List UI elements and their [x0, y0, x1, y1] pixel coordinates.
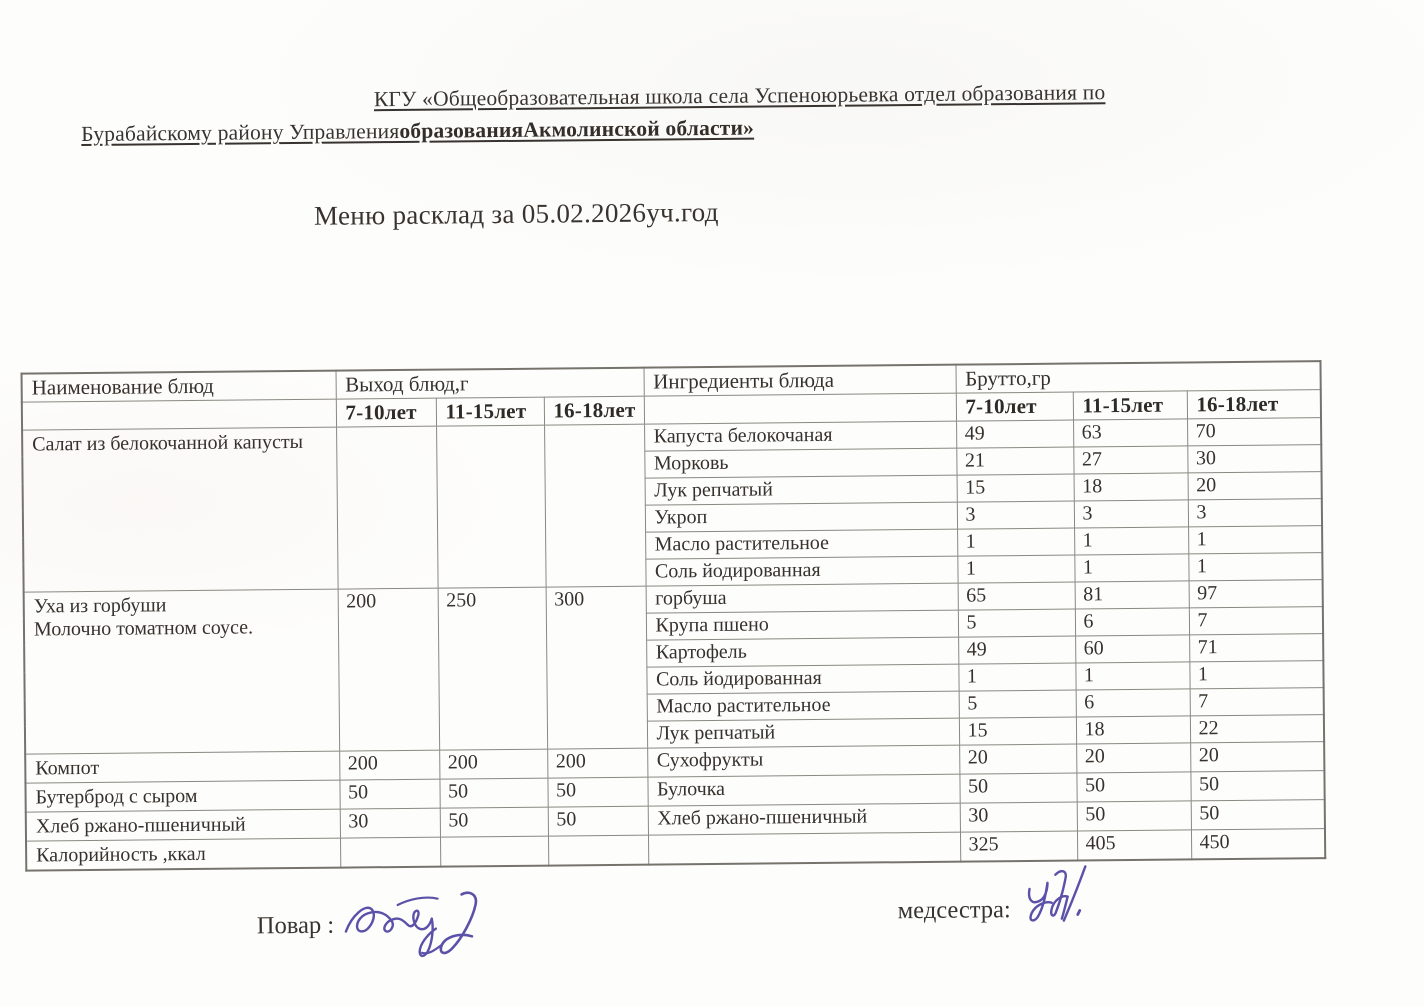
output-weight-cell: [440, 836, 548, 867]
gross-weight-cell: 450: [1191, 828, 1325, 859]
gross-weight-cell: 50: [1077, 801, 1191, 831]
gross-weight-cell: 18: [1076, 716, 1190, 744]
gross-weight-cell: 15: [959, 717, 1076, 745]
dish-name-cell: [25, 780, 339, 812]
dish-name-cell: [25, 751, 339, 783]
dish-column-header: Наименование блюд: [22, 371, 336, 402]
gross-weight-cell: 6: [1075, 608, 1189, 636]
empty-header-cell: [22, 399, 336, 430]
dish-name-cell: [26, 838, 340, 871]
dish-name-cell: [22, 427, 338, 592]
gross-weight-cell: 50: [1190, 770, 1324, 800]
output-weight-cell: 50: [439, 778, 547, 808]
gross-weight-cell: 30: [1187, 444, 1321, 472]
gross-weight-cell: 405: [1077, 830, 1191, 861]
output-weight-cell: 30: [340, 808, 440, 838]
ingredient-cell: Соль йодированная: [645, 556, 957, 586]
gross-weight-cell: 7: [1190, 687, 1324, 715]
gross-weight-cell: 1: [1074, 527, 1188, 555]
ingredient-cell: Масло растительное: [645, 529, 957, 559]
gross-weight-cell: 20: [959, 744, 1076, 774]
ingredient-cell: [648, 832, 960, 864]
dish-name-line: Хлеб ржано-пшеничный: [35, 813, 246, 838]
gross-weight-cell: 50: [1076, 772, 1190, 802]
gross-weight-cell: 7: [1189, 606, 1323, 634]
gross-weight-cell: 1: [1188, 552, 1322, 580]
gross-weight-cell: 50: [1191, 799, 1325, 829]
ingredient-cell: Соль йодированная: [646, 664, 958, 694]
gross-weight-cell: 5: [958, 609, 1075, 637]
gross-weight-cell: 3: [1074, 500, 1188, 528]
ingredient-cell: Укроп: [645, 502, 957, 532]
output-weight-cell: 50: [440, 807, 548, 837]
gross-weight-cell: 1: [958, 663, 1075, 691]
gross-weight-cell: 1: [957, 555, 1074, 583]
output-weight-cell: 200: [439, 749, 547, 779]
gross-age-11-15-header: 11-15лет: [1073, 391, 1187, 420]
ingredients-column-header: Ингредиенты блюда: [644, 365, 956, 396]
gross-weight-cell: 50: [959, 773, 1076, 803]
ingredient-cell: Капуста белокочаная: [644, 421, 956, 451]
gross-weight-cell: 60: [1075, 635, 1189, 663]
organization-name-line2-bold: образованияАкмолинской области»: [399, 115, 755, 143]
organization-name-line1: [374, 80, 1106, 112]
gross-weight-cell: 325: [960, 831, 1077, 862]
cook-label: Повар :: [256, 911, 335, 940]
ingredient-cell: Крупа пшено: [646, 610, 958, 640]
output-weight-cell: 50: [547, 777, 647, 807]
gross-weight-cell: 65: [958, 582, 1075, 610]
menu-title: Меню расклад за 05.02.2026уч.год: [313, 196, 719, 231]
menu-table-body: [22, 417, 1325, 870]
ingredient-cell: Лук репчатый: [645, 475, 957, 505]
gross-age-16-18-header: 16-18лет: [1187, 389, 1321, 418]
ingredient-cell: Булочка: [647, 774, 959, 806]
gross-weight-cell: 5: [959, 690, 1076, 718]
output-weight-cell: [544, 424, 646, 587]
gross-age-7-10-header: 7-10лет: [956, 392, 1073, 421]
output-age-16-18-header: 16-18лет: [544, 396, 644, 425]
output-weight-cell: [336, 426, 438, 589]
output-weight-cell: 200: [547, 748, 647, 778]
gross-weight-cell: 1: [1074, 554, 1188, 582]
ingredient-cell: Хлеб ржано-пшеничный: [648, 803, 960, 835]
nurse-label: медсестра:: [897, 896, 1011, 925]
ingredient-cell: Картофель: [646, 637, 958, 667]
gross-column-header: Брутто,гр: [956, 361, 1321, 393]
output-weight-cell: 250: [438, 587, 548, 750]
ingredient-cell: Масло растительное: [647, 691, 959, 721]
gross-weight-cell: 1: [1075, 662, 1189, 690]
gross-weight-cell: 22: [1190, 714, 1324, 742]
organization-name-line1-text: КГУ «Общеобразовательная школа села Успеноюрьевка отдел образования по: [373, 80, 1106, 112]
output-column-header: Выход блюд,г: [336, 368, 644, 399]
gross-weight-cell: 18: [1074, 473, 1188, 501]
gross-weight-cell: 21: [956, 447, 1073, 475]
gross-weight-cell: 71: [1189, 633, 1323, 661]
dish-name-line: Бутерброд с сыром: [35, 784, 198, 809]
output-weight-cell: 50: [339, 779, 439, 809]
gross-weight-cell: 3: [1188, 498, 1322, 526]
nurse-signature: [1021, 858, 1102, 944]
ingredient-cell: Лук репчатый: [647, 718, 959, 748]
gross-weight-cell: 1: [1189, 660, 1323, 688]
gross-weight-cell: 20: [1188, 471, 1322, 499]
gross-weight-cell: 49: [958, 636, 1075, 664]
gross-weight-cell: 1: [957, 528, 1074, 556]
gross-weight-cell: 1: [1188, 525, 1322, 553]
output-age-11-15-header: 11-15лет: [436, 397, 544, 426]
gross-weight-cell: 20: [1076, 743, 1190, 773]
gross-weight-cell: 3: [957, 501, 1074, 529]
dish-name-line: Молочно томатном соусе.: [33, 616, 254, 641]
output-weight-cell: 200: [338, 588, 440, 751]
output-weight-cell: 300: [546, 586, 648, 749]
gross-weight-cell: 97: [1189, 579, 1323, 607]
menu-table: [21, 360, 1327, 871]
dish-name-line: Салат из белокочанной капусты: [32, 430, 304, 456]
gross-weight-cell: 27: [1073, 446, 1187, 474]
organization-name-line2: [81, 116, 754, 147]
gross-weight-cell: 81: [1075, 581, 1189, 609]
ingredient-cell: Морковь: [644, 448, 956, 478]
organization-name-line2-regular: Бурабайскому району Управления: [81, 118, 400, 147]
output-weight-cell: [436, 425, 546, 588]
dish-name-line: Калорийность ,ккал: [36, 842, 206, 867]
gross-weight-cell: 49: [956, 420, 1073, 448]
gross-weight-cell: 70: [1187, 417, 1321, 445]
gross-weight-cell: 30: [960, 802, 1077, 832]
output-weight-cell: 200: [339, 750, 439, 780]
dish-name-cell: [24, 589, 340, 754]
dish-name-line: Уха из горбуши: [33, 594, 167, 618]
ingredient-cell: Сухофрукты: [647, 745, 959, 777]
gross-weight-cell: 63: [1073, 419, 1187, 447]
dish-name-cell: [26, 809, 340, 841]
output-weight-cell: [340, 837, 440, 867]
output-weight-cell: [548, 835, 648, 865]
output-age-7-10-header: 7-10лет: [336, 398, 436, 427]
cook-signature: [337, 880, 498, 977]
dish-name-line: Компот: [35, 756, 100, 780]
gross-weight-cell: 6: [1076, 689, 1190, 717]
gross-weight-cell: 15: [957, 474, 1074, 502]
output-weight-cell: 50: [548, 806, 648, 836]
gross-weight-cell: 20: [1190, 741, 1324, 771]
ingredient-cell: горбуша: [646, 583, 958, 613]
empty-header-cell: [644, 393, 956, 424]
